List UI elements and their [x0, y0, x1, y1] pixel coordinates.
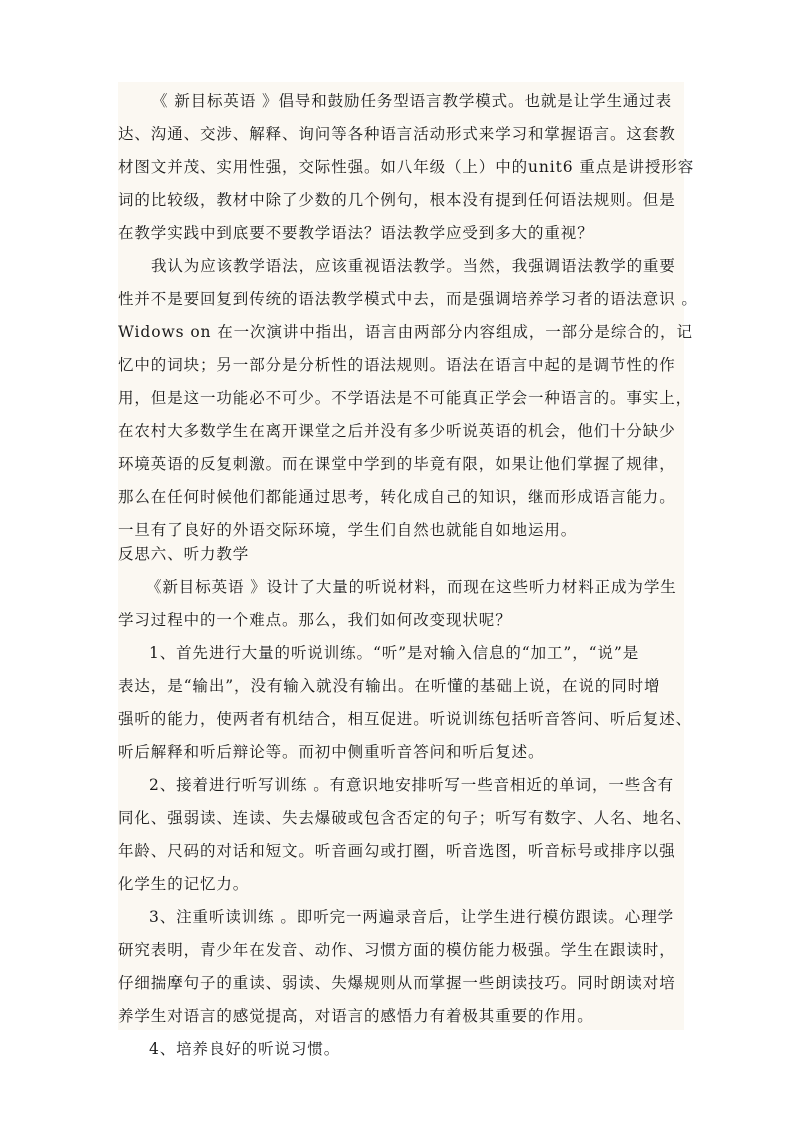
section-heading: 反思六、听力教学 — [118, 545, 250, 563]
text-line: 化学生的记忆力。 — [118, 875, 250, 893]
text-line: 同化、强弱读、连读、失去爆破或包含否定的句子；听写有数字、人名、地名、 — [118, 809, 693, 827]
text-line: 我认为应该教学语法，应该重视语法教学。当然，我强调语法教学的重要 — [151, 257, 676, 275]
text-line: 听后解释和听后辩论等。而初中侧重听音答问和听后复述。 — [118, 743, 545, 761]
document-page — [118, 82, 698, 1058]
text-line: 性并不是要回复到传统的语法教学模式中去，而是强调培养学习者的语法意识 。 — [118, 290, 698, 308]
text-line: 忆中的词块；另一部分是分析性的语法规则。语法在语言中起的是调节性的作 — [118, 356, 676, 374]
text-line: 学习过程中的一个难点。那么，我们如何改变现状呢？ — [118, 611, 512, 629]
text-line: 研究表明，青少年在发音、动作、习惯方面的模仿能力极强。学生在跟读时， — [118, 941, 676, 959]
text-line: 词的比较级，教材中除了少数的几个例句，根本没有提到任何语法规则。但是 — [118, 191, 676, 209]
text-line: 达、沟通、交涉、解释、询问等各种语言活动形式来学习和掌握语言。这套教 — [118, 125, 676, 143]
text-line: 4、培养良好的听说习惯。 — [149, 1040, 341, 1058]
text-line: 年龄、尺码的对话和短文。听音画勾或打圈，听音选图，听音标号或排序以强 — [118, 842, 676, 860]
text-line: 养学生对语言的感觉提高，对语言的感悟力有着极其重要的作用。 — [118, 1007, 594, 1025]
text-line: 仔细揣摩句子的重读、弱读、失爆规则从而掌握一些朗读技巧。同时朗读对培 — [118, 974, 676, 992]
text-line: 3、注重听读训练 。即听完一两遍录音后，让学生进行模仿跟读。心理学 — [149, 908, 674, 926]
text-line: 那么在任何时候他们都能通过思考，转化成自己的知识，继而形成语言能力。 — [118, 488, 676, 506]
text-line: 2、接着进行听写训练 。有意识地安排听写一些音相近的单词，一些含有 — [149, 776, 674, 794]
text-line: 1、首先进行大量的听说训练。“听”是对输入信息的“加工”，“说”是 — [149, 644, 640, 662]
text-line: 强听的能力，使两者有机结合，相互促进。听说训练包括听音答问、听后复述、 — [118, 710, 693, 728]
text-line: 材图文并茂、实用性强，交际性强。如八年级（上）中的unit6 重点是讲授形容 — [118, 158, 695, 176]
text-line: 用，但是这一功能必不可少。不学语法是不可能真正学会一种语言的。事实上， — [118, 389, 693, 407]
text-line: 表达，是“输出”，没有输入就没有输出。在听懂的基础上说，在说的同时增 — [118, 677, 661, 695]
text-line: Widows on 在一次演讲中指出，语言由两部分内容组成，一部分是综合的，记 — [118, 323, 693, 341]
text-line: 在教学实践中到底要不要教学语法？语法教学应受到多大的重视？ — [118, 224, 594, 242]
text-line: 一旦有了良好的外语交际环境，学生们自然也就能自如地运用。 — [118, 521, 578, 539]
text-line: 《 新目标英语 》倡导和鼓励任务型语言教学模式。也就是让学生通过表 — [152, 92, 673, 110]
text-line: 《新目标英语 》设计了大量的听说材料，而现在这些听力材料正成为学生 — [146, 578, 677, 596]
text-line: 在农村大多数学生在离开课堂之后并没有多少听说英语的机会，他们十分缺少 — [118, 422, 676, 440]
text-line: 环境英语的反复刺激。而在课堂中学到的毕竟有限，如果让他们掌握了规律， — [118, 455, 676, 473]
